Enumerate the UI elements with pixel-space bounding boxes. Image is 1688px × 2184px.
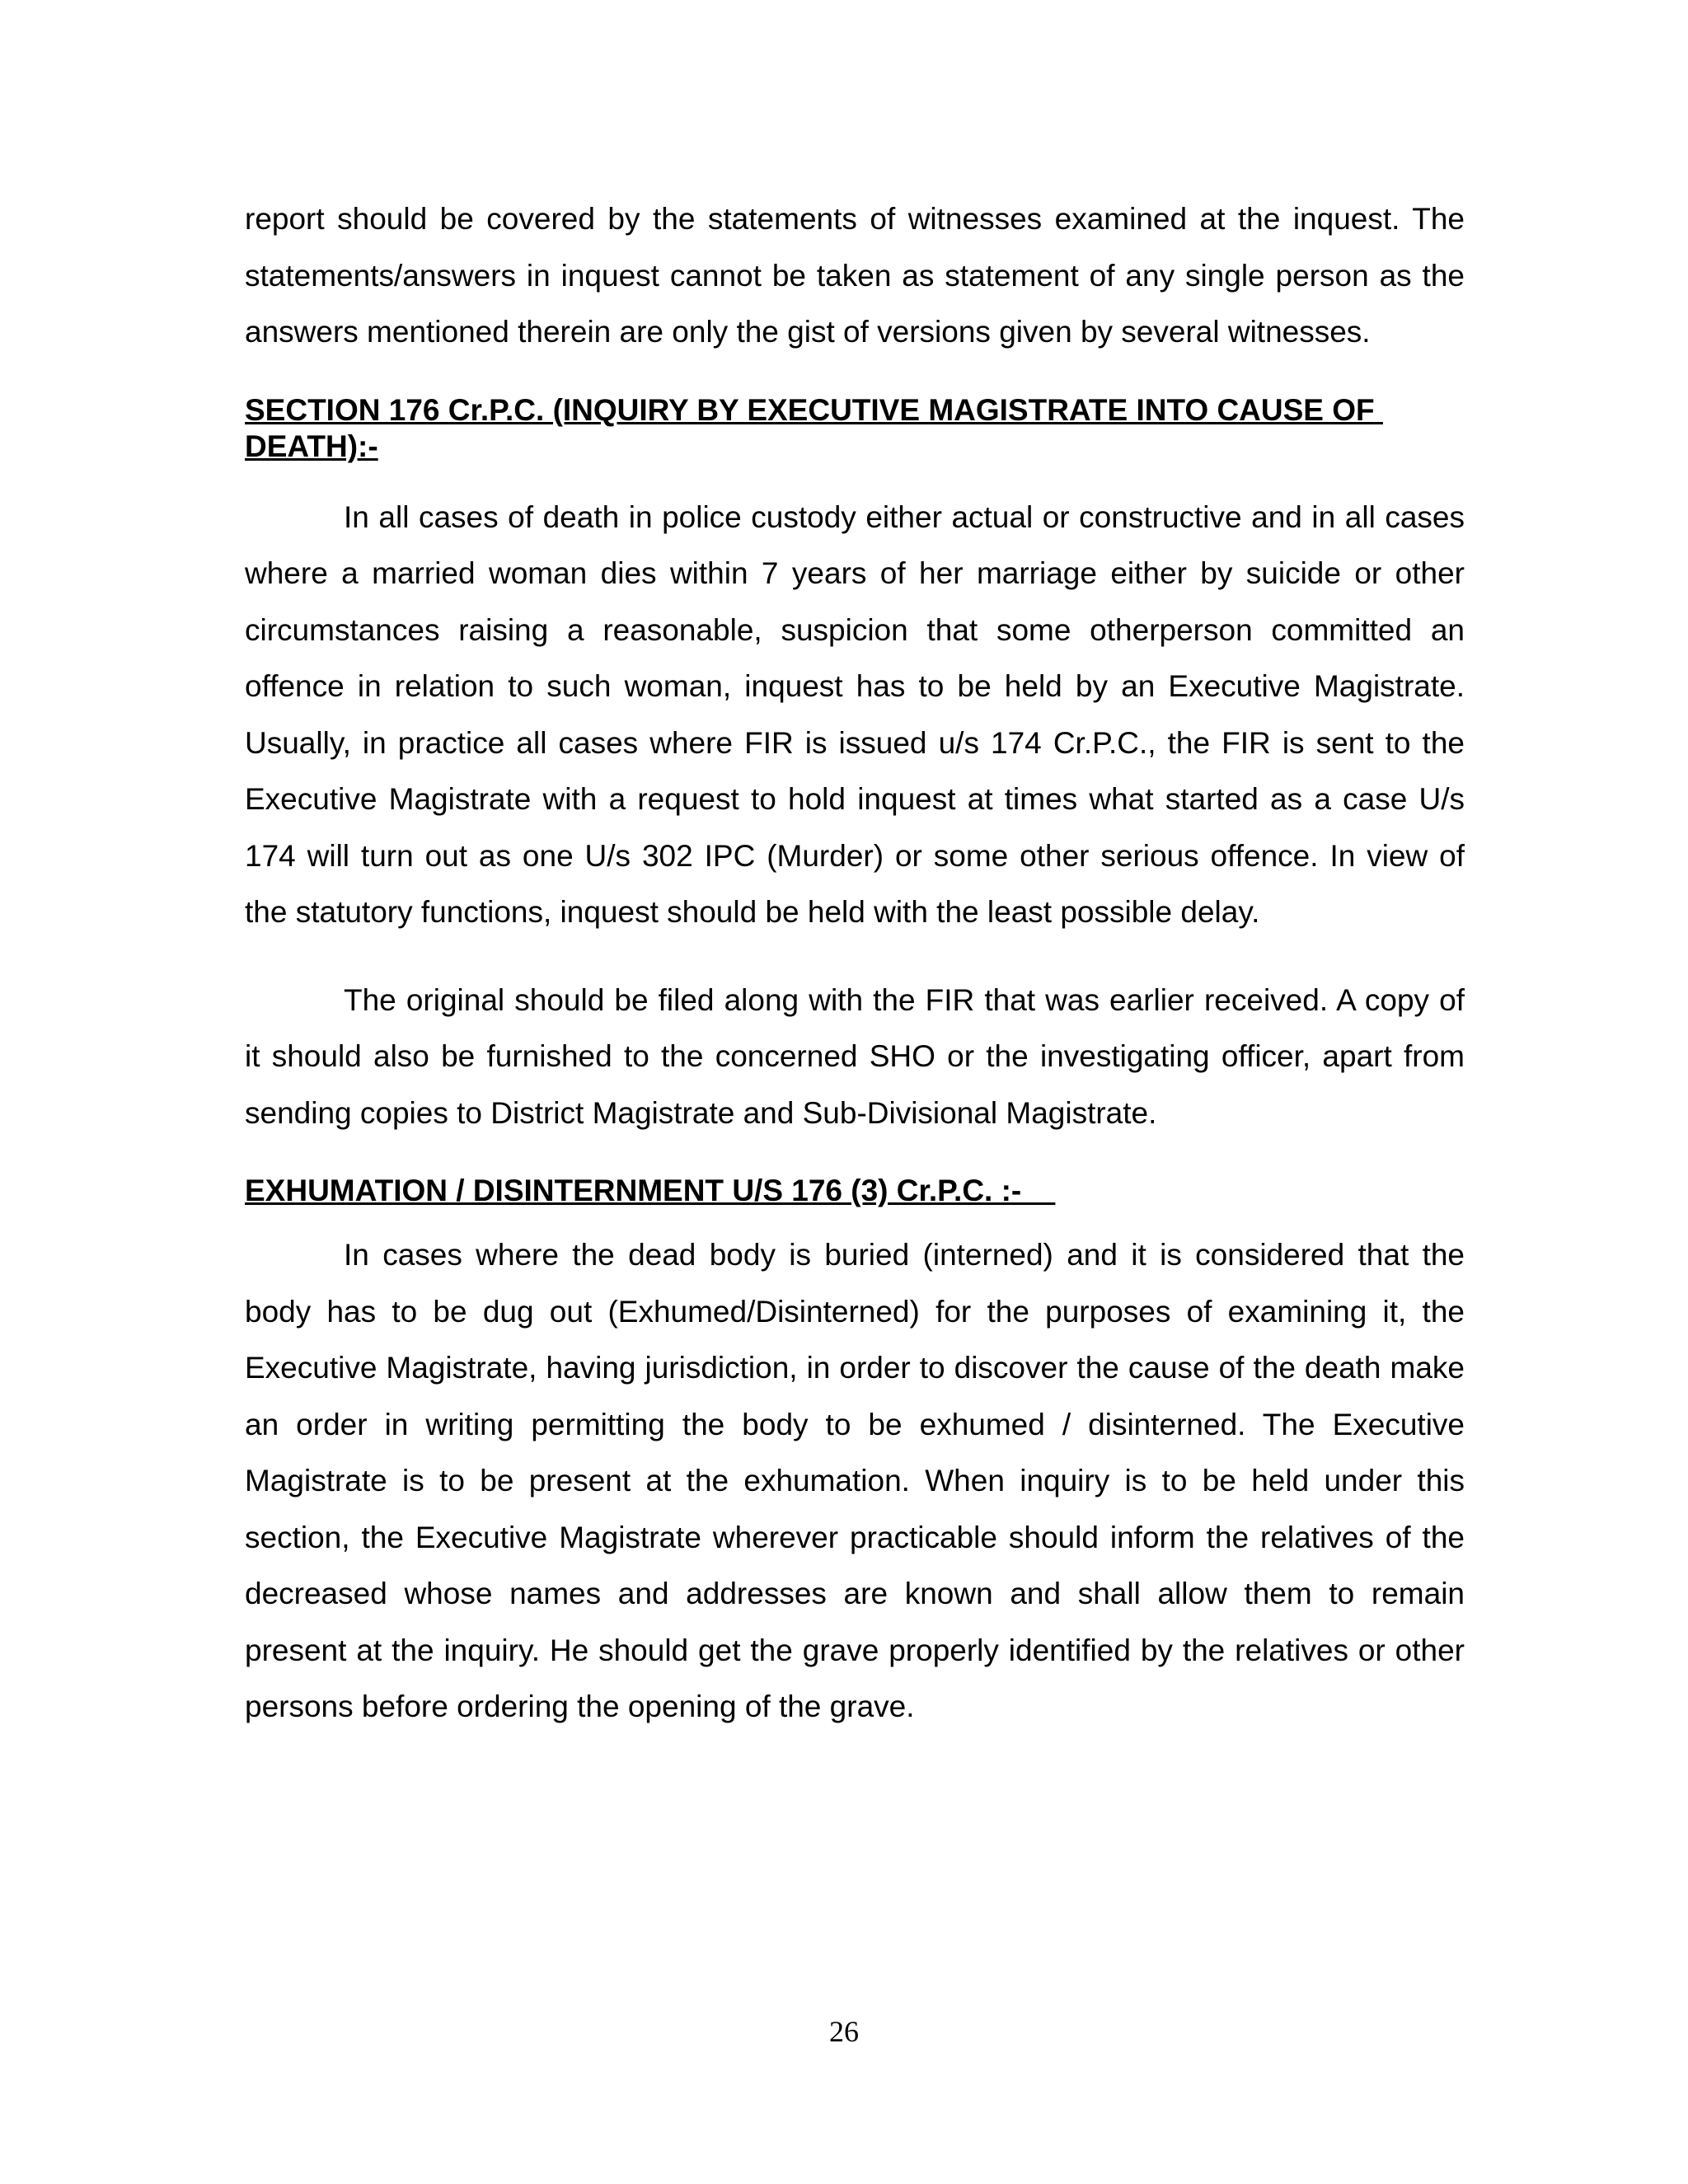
paragraph-exhumation-body: In cases where the dead body is buried (interned) and it is considered that the body has to be dug out (Exhumed/Disinterned) for the purposes of examining it, the Executive Magistrate, having jurisdiction, in order to discover the cause of the death make an order in writing permitting the body to be exhumed / disinterned. The Executive Magistrate is to be present at the exhumation. When inquiry is to be held under this section, the Executive Magistrate wherever practicable should inform the relatives of the decreased whose names and addresses are known and shall allow them to remain present at the inquiry. He should get the grave properly identified by the relatives or other persons before ordering the opening of the grave. bbox=[245, 1238, 1465, 1723]
document-page bbox=[245, 191, 1465, 1736]
page-number: 26 bbox=[829, 2015, 859, 2048]
paragraph-original-filing: The original should be filed along with the FIR that was earlier received. A copy of it should also be furnished to the concerned SHO or the investigating officer, apart from sending copies to District Magistrate and Sub-Divisional Magistrate. bbox=[245, 982, 1465, 1130]
paragraph-section-176-body: In all cases of death in police custody either actual or constructive and in all cases where a married woman dies within 7 years of her marriage either by suicide or other circumstances raising a reasonable, suspicion that some otherperson committed an offence in relation to such woman, inquest has to be held by an Executive Magistrate. Usually, in practice all cases where FIR is issued u/s 174 Cr.P.C., the FIR is sent to the Executive Magistrate with a request to hold inquest at times what started as a case U/s 174 will turn out as one U/s 302 IPC (Murder) or some other serious offence. In view of the statutory functions, inquest should be held with the least possible delay. bbox=[245, 499, 1465, 929]
paragraph-inquest-report-continuation: report should be covered by the statements of witnesses examined at the inquest. The statements/answers in inquest cannot be taken as statement of any single person as the answers mentioned therein are only the gist of versions given by several witnesses. bbox=[245, 202, 1465, 349]
heading-section-176: SECTION 176 Cr.P.C. (INQUIRY BY EXECUTIVE MAGISTRATE INTO CAUSE OF DEATH):- bbox=[245, 392, 1383, 463]
heading-exhumation: EXHUMATION / DISINTERNMENT U/S 176 (3) Cr.P.C. :- bbox=[245, 1174, 1056, 1207]
